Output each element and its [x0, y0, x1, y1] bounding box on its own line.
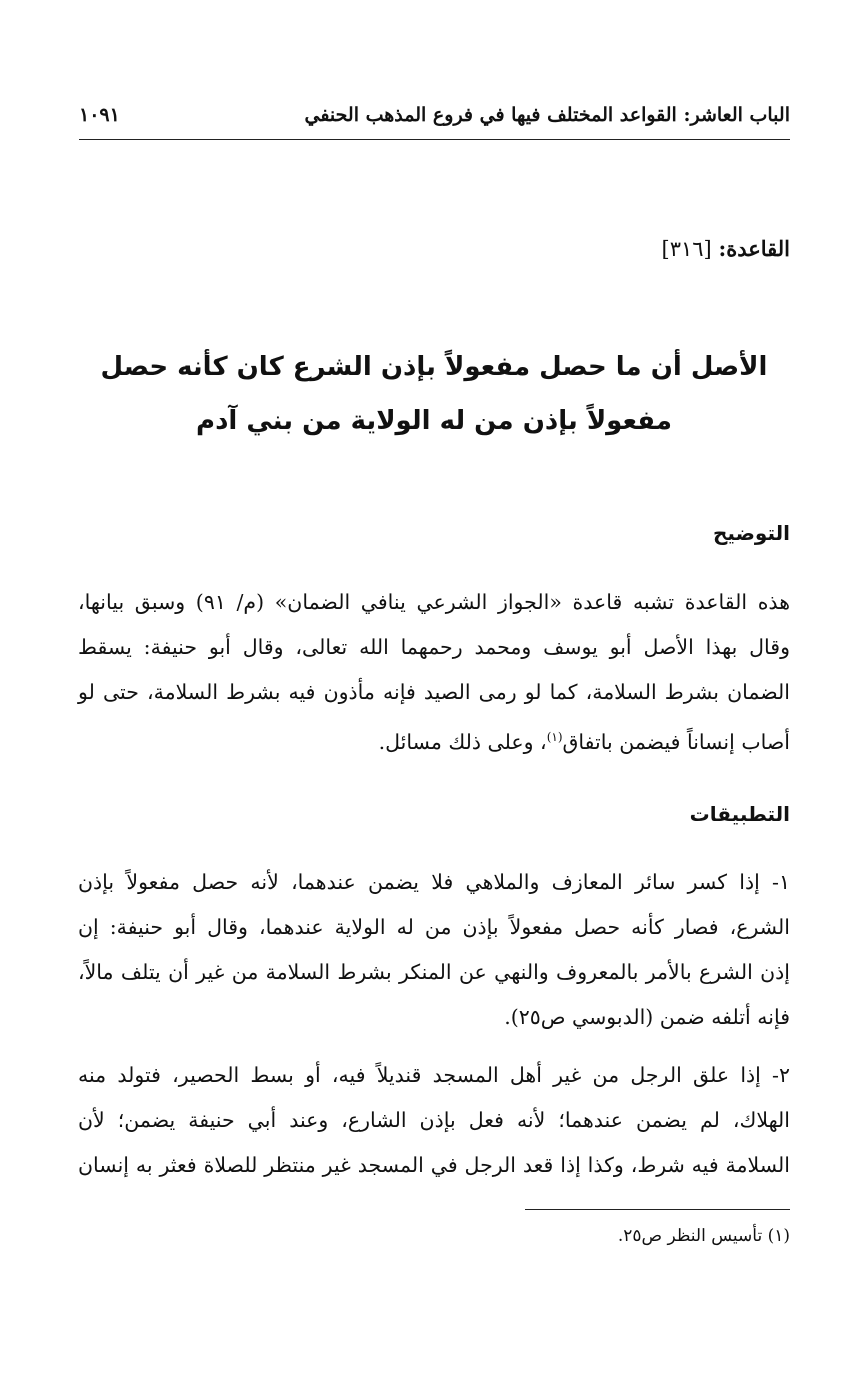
rule-label	[662, 236, 791, 261]
applications-heading: التطبيقات	[689, 802, 790, 826]
rule-number: [٣١٦]	[661, 237, 712, 261]
explanation-last-tail: ، وعلى ذلك مسائل.	[378, 729, 547, 754]
application-line: الشرع، فصار كأنه حصل مفعولاً بإذن من له الولاية عندهما، وقال أبو حنيفة: إن	[78, 915, 790, 939]
footnote: (١) تأسيس النظر ص٢٥.	[617, 1226, 790, 1246]
footnote-divider	[525, 1209, 790, 1210]
header-title: الباب العاشر: القواعد المختلف فيها في فروع المذهب الحنفي	[304, 104, 790, 126]
rule-title	[78, 340, 790, 448]
page-number: ١٠٩١	[79, 104, 120, 126]
rule-title-line-1: الأصل أن ما حصل مفعولاً بإذن الشرع كان كأنه حصل	[100, 352, 768, 382]
application-line: إذن الشرع بالأمر بالمعروف والنهي عن المنكر بشرط السلامة من غير أن يتلف مالاً،	[78, 960, 790, 984]
application-line: ٢- إذا علق الرجل من غير أهل المسجد قنديلاً فيه، أو بسط الحصير، فتولد منه	[78, 1063, 790, 1087]
application-line: الهلاك، لم يضمن عندهما؛ لأنه فعل بإذن الشارع، وعند أبي حنيفة يضمن؛ لأن	[78, 1108, 790, 1132]
running-header	[79, 98, 790, 140]
rule-label-text: القاعدة:	[718, 236, 790, 261]
explanation-paragraph	[78, 580, 790, 765]
application-line: فإنه أتلفه ضمن (الدبوسي ص٢٥).	[504, 1005, 790, 1029]
application-item-2	[78, 1053, 790, 1188]
explanation-line: وقال بهذا الأصل أبو يوسف ومحمد رحمهما الله تعالى، وقال أبو حنيفة: يسقط	[78, 635, 790, 659]
application-item-1	[78, 860, 790, 1040]
explanation-last-text: أصاب إنساناً فيضمن باتفاق	[562, 729, 790, 754]
explanation-line	[78, 715, 790, 765]
explanation-heading: التوضيح	[713, 521, 790, 545]
footnote-reference: (١)	[546, 730, 563, 744]
application-line: السلامة فيه شرط، وكذا إذا قعد الرجل في المسجد غير منتظر للصلاة فعثر به إنسان	[78, 1153, 790, 1177]
explanation-line: هذه القاعدة تشبه قاعدة «الجواز الشرعي ينافي الضمان» (م/ ٩١) وسبق بيانها،	[78, 590, 791, 614]
application-line: ١- إذا كسر سائر المعازف والملاهي فلا يضمن عندهما، لأنه حصل مفعولاً بإذن	[78, 870, 790, 894]
explanation-line: الضمان بشرط السلامة، كما لو رمى الصيد فإنه مأذون فيه بشرط السلامة، حتى لو	[78, 680, 790, 704]
rule-title-line-2: مفعولاً بإذن من له الولاية من بني آدم	[196, 406, 672, 436]
